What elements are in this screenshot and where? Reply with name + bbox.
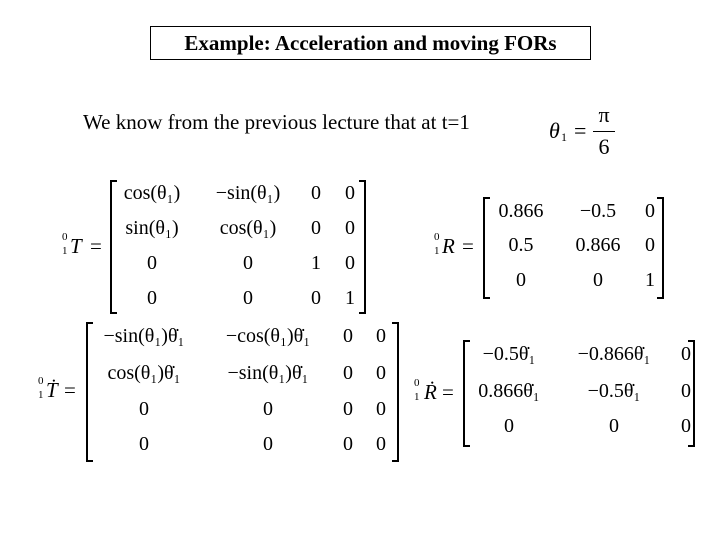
t01dot-cell: 0: [343, 433, 353, 455]
r01-cell: −0.5: [579, 200, 617, 222]
t01dot-cell: 0: [376, 433, 386, 455]
r01dot-equals: =: [442, 380, 454, 404]
t01dot-cell: 0: [343, 325, 353, 347]
t01dot-symbol: Ṫ: [46, 378, 58, 402]
t01-sub: 1: [62, 245, 68, 257]
t01-cell: 0: [147, 252, 157, 274]
t01dot-equals: =: [64, 378, 76, 402]
r01-cell: 0: [593, 269, 603, 291]
t01-cell: sin(θ₁): [125, 217, 179, 239]
r01-cell: 0: [645, 234, 655, 256]
r01-symbol: R: [442, 234, 455, 258]
r01dot-sup: 0: [414, 377, 420, 389]
t01-sup: 0: [62, 231, 68, 243]
t01dot-cell: 0: [343, 362, 353, 384]
r01-cell: 0.866: [498, 200, 544, 222]
t01dot-sub: 1: [38, 389, 44, 401]
r01dot-cell: 0: [681, 415, 691, 437]
r01-right-bracket: [657, 197, 664, 299]
t01dot-cell: 0: [139, 398, 149, 420]
r01dot-cell: 0: [504, 415, 514, 437]
t01-cell: 0: [311, 287, 321, 309]
t01-lhs: [60, 231, 110, 264]
t01dot-cell: −sin(θ₁)θ̇₁: [103, 325, 185, 347]
t01dot-left-bracket: [86, 322, 93, 462]
t01-cell: 1: [311, 252, 321, 274]
t01-cell: 0: [311, 182, 321, 204]
t01-cell: −sin(θ₁): [215, 182, 281, 204]
r01-equals: =: [462, 234, 474, 258]
t01dot-cell: 0: [263, 433, 273, 455]
r01-left-bracket: [483, 197, 490, 299]
t01-cell: cos(θ₁): [219, 217, 277, 239]
t01dot-cell: −cos(θ₁)θ̇₁: [225, 325, 311, 347]
theta-denominator: 6: [598, 134, 610, 159]
r01dot-cell: 0: [681, 343, 691, 365]
t01-cell: 0: [345, 182, 355, 204]
t01-cell: 0: [243, 252, 253, 274]
t01-symbol: T: [70, 234, 82, 258]
r01dot-symbol: Ṙ: [424, 380, 437, 404]
slide-title: Example: Acceleration and moving FORs: [150, 26, 591, 60]
t01-cell: cos(θ₁): [123, 182, 181, 204]
r01-lhs: [432, 231, 482, 264]
t01dot-cell: 0: [376, 398, 386, 420]
fraction-bar: [593, 131, 615, 132]
t01-cell: 0: [311, 217, 321, 239]
r01dot-cell: 0: [609, 415, 619, 437]
theta-equals: =: [574, 118, 587, 143]
intro-text: We know from the previous lecture that at t=1: [83, 110, 470, 134]
r01dot-cell: 0: [681, 380, 691, 402]
theta-subscript: 1: [561, 130, 567, 144]
r01-cell: 0: [516, 269, 526, 291]
r01-cell: 0: [645, 200, 655, 222]
r01dot-sub: 1: [414, 391, 420, 403]
r01-sub: 1: [434, 245, 440, 257]
r01dot-cell: −0.5θ̇₁: [587, 380, 641, 402]
t01-cell: 0: [345, 217, 355, 239]
t01dot-right-bracket: [392, 322, 399, 462]
t01-cell: 0: [147, 287, 157, 309]
r01dot-cell: −0.5θ̇₁: [482, 343, 536, 365]
t01-right-bracket: [359, 180, 366, 314]
t01dot-cell: 0: [343, 398, 353, 420]
t01dot-lhs: [38, 375, 88, 408]
t01dot-sup: 0: [38, 375, 44, 387]
r01dot-cell: −0.866θ̇₁: [577, 343, 651, 365]
t01dot-cell: 0: [376, 325, 386, 347]
t01-cell: 0: [243, 287, 253, 309]
t01dot-cell: 0: [376, 362, 386, 384]
r01-cell: 0.866: [575, 234, 621, 256]
t01-left-bracket: [110, 180, 117, 314]
theta-symbol: θ: [549, 118, 560, 143]
r01dot-left-bracket: [463, 340, 470, 447]
t01dot-cell: 0: [263, 398, 273, 420]
r01dot-cell: 0.866θ̇₁: [478, 380, 540, 402]
theta-definition: [549, 104, 629, 164]
r01-sup: 0: [434, 231, 440, 243]
t01-equals: =: [90, 234, 102, 258]
t01-cell: 0: [345, 252, 355, 274]
theta-numerator: π: [598, 102, 610, 127]
t01-cell: 1: [345, 287, 355, 309]
t01dot-cell: 0: [139, 433, 149, 455]
r01dot-lhs: [414, 377, 464, 410]
r01-cell: 0.5: [508, 234, 534, 256]
t01dot-cell: cos(θ₁)θ̇₁: [107, 362, 181, 384]
t01dot-cell: −sin(θ₁)θ̇₁: [227, 362, 309, 384]
r01-cell: 1: [645, 269, 655, 291]
